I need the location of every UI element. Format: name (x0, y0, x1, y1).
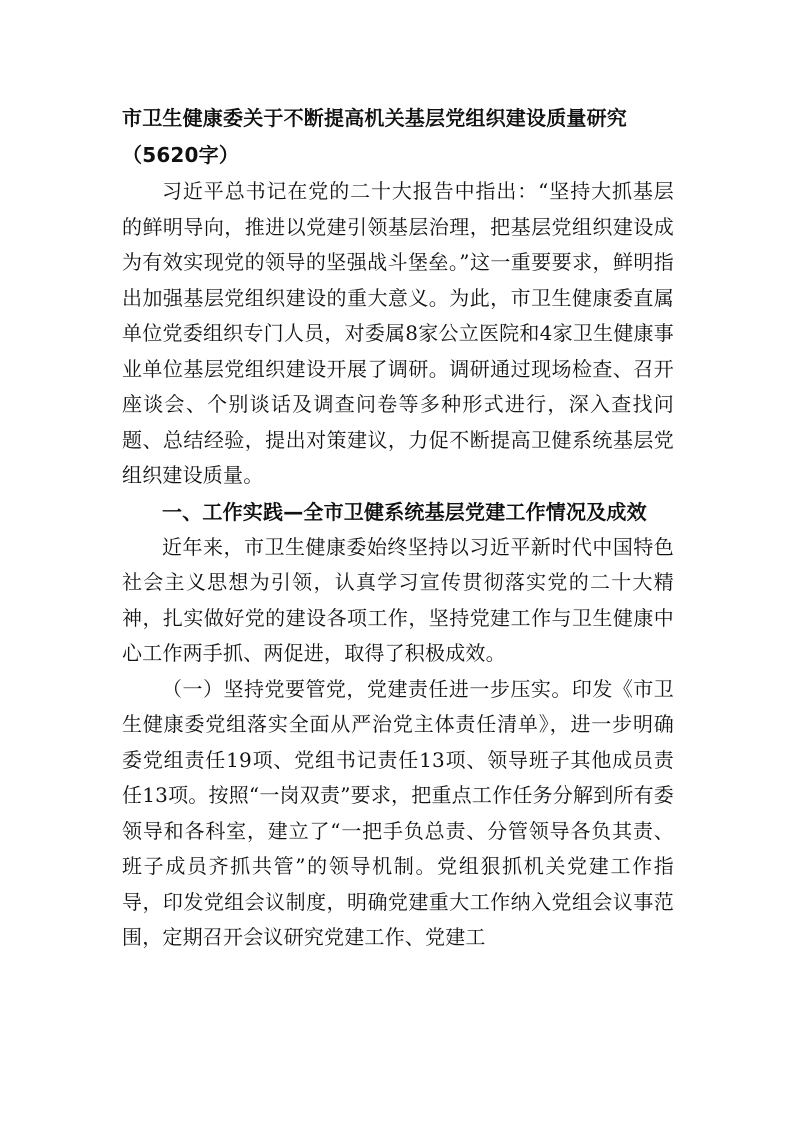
subsection-paragraph: （一）坚持党要管党，党建责任进一步压实。印发《市卫生健康委党组落实全面从严治党主体责任清单》，进一步明确委党组责任19项、党组书记责任13项、领导班子其他成员责任13项。按照“一岗双责”要求，把重点工作任务分解到所有委领导和各科室，建立了“一把手负总责、分管领导各负其责、班子成员齐抓共管”的领导机制。党组狠抓机关党建工作指导，印发党组会议制度，明确党建重大工作纳入党组会议事范围，定期召开会议研究党建工作、党建工 (122, 676, 674, 949)
intro-paragraph: 习近平总书记在党的二十大报告中指出：“坚持大抓基层的鲜明导向，推进以党建引领基层治理，把基层党组织建设成为有效实现党的领导的坚强战斗堡垒。”这一重要要求，鲜明指出加强基层党组织建设的重大意义。为此，市卫生健康委直属单位党委组织专门人员，对委属8家公立医院和4家卫生健康事业单位基层党组织建设开展了调研。调研通过现场检查、召开座谈会、个别谈话及调查问卷等多种形式进行，深入查找问题、总结经验，提出对策建议，力促不断提高卫健系统基层党组织建设质量。 (122, 179, 674, 487)
section-intro-paragraph: 近年来，市卫生健康委始终坚持以习近平新时代中国特色社会主义思想为引领，认真学习宣传贯彻落实党的二十大精神，扎实做好党的建设各项工作，坚持党建工作与卫生健康中心工作两手抓、两促进，取得了积极成效。 (122, 534, 674, 665)
section-heading: 一、工作实践—全市卫健系统基层党建工作情况及成效 (162, 499, 647, 524)
word-count: （5620字） (122, 143, 240, 167)
document-title (122, 100, 674, 174)
document-body (122, 100, 674, 956)
title-text: 市卫生健康委关于不断提高机关基层党组织建设质量研究 (122, 106, 627, 130)
